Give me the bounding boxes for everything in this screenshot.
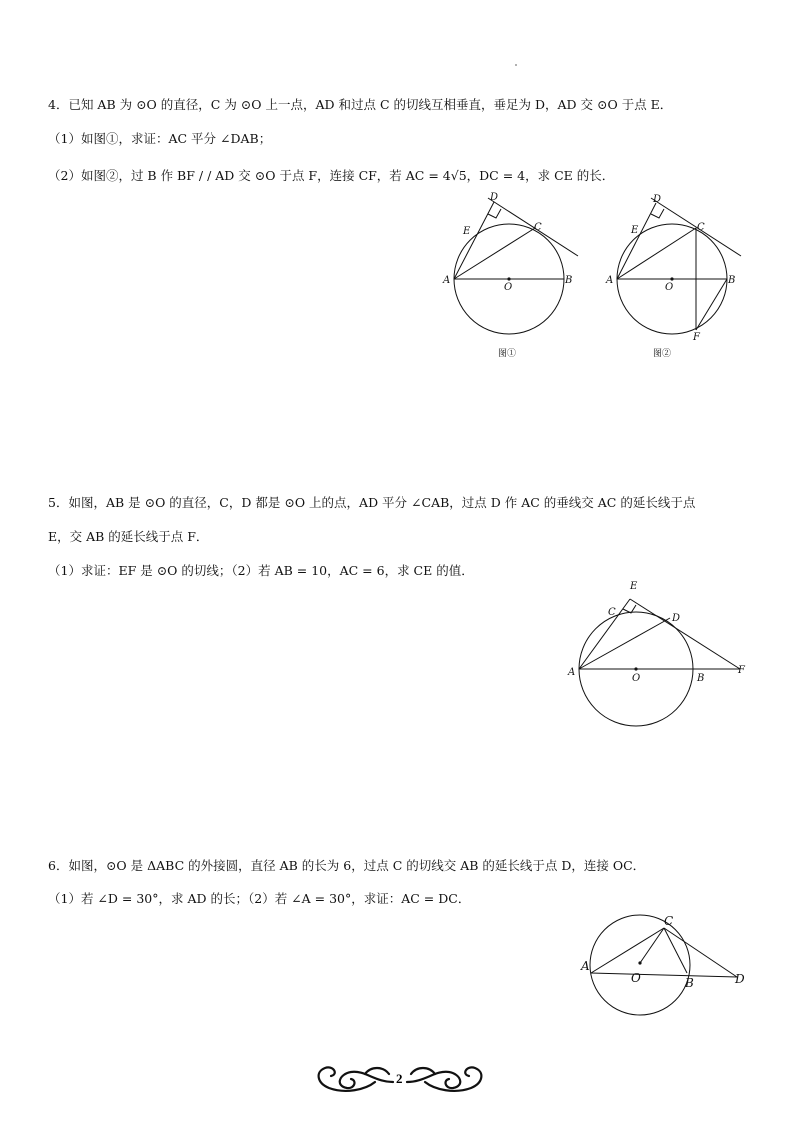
label-E: E: [631, 225, 639, 236]
label-D: D: [672, 613, 681, 624]
label-B: B: [728, 275, 736, 286]
q4-figure-2: [595, 190, 755, 365]
page-number: 2: [396, 1071, 403, 1086]
label-D: D: [490, 192, 499, 203]
label-B: B: [565, 275, 573, 286]
label-D: D: [735, 972, 745, 986]
label-A: A: [568, 667, 576, 678]
label-F: F: [693, 332, 700, 343]
label-E: E: [463, 226, 471, 237]
label-B: B: [697, 673, 705, 684]
q6-stem: 6．如图，⊙O 是 ΔABC 的外接圆，直径 AB 的长为 6，过点 C 的切线交 AB 的延长线于点 D，连接 OC．: [48, 858, 646, 873]
stray-dot: [515, 64, 517, 66]
label-C: C: [697, 222, 705, 233]
label-A: A: [606, 275, 614, 286]
label-O: O: [504, 282, 513, 293]
q5-stem-2: E，交 AB 的延长线于点 F．: [48, 529, 209, 544]
footer-ornament: [305, 1052, 495, 1096]
label-E: E: [630, 581, 638, 592]
q5-parts: （1）求证：EF 是 ⊙O 的切线；（2）若 AB = 10，AC = 6，求 CE 的值．: [48, 563, 474, 578]
label-F: F: [738, 665, 745, 676]
label-C: C: [608, 607, 616, 618]
q4-figure-1: [430, 190, 590, 365]
q6-parts: （1）若 ∠D = 30°，求 AD 的长；（2）若 ∠A = 30°，求证：AC = DC．: [48, 891, 471, 906]
q4-part2: （2）如图②，过 B 作 BF / / AD 交 ⊙O 于点 F，连接 CF，若 AC = 4√5，DC = 4，求 CE 的长．: [48, 168, 615, 183]
label-O: O: [631, 971, 641, 985]
label-C: C: [534, 222, 542, 233]
label-O: O: [632, 673, 641, 684]
label-A: A: [443, 275, 451, 286]
label-O: O: [665, 282, 674, 293]
fig2-caption: 图②: [653, 349, 672, 359]
q5-figure: [560, 575, 760, 730]
q4-stem: 4．已知 AB 为 ⊙O 的直径，C 为 ⊙O 上一点，AD 和过点 C 的切线互相垂直，垂足为 D，AD 交 ⊙O 于点 E．: [48, 97, 673, 112]
label-B: B: [685, 976, 694, 990]
q6-figure: [575, 910, 765, 1030]
q4-part1: （1）如图①，求证：AC 平分 ∠DAB；: [48, 131, 272, 146]
label-D: D: [653, 194, 662, 205]
q5-stem-1: 5．如图，AB 是 ⊙O 的直径，C，D 都是 ⊙O 上的点，AD 平分 ∠CAB，过点 D 作 AC 的垂线交 AC 的延长线于点: [48, 495, 696, 510]
label-C: C: [664, 914, 674, 928]
fig1-caption: 图①: [498, 349, 517, 359]
label-A: A: [581, 959, 590, 973]
